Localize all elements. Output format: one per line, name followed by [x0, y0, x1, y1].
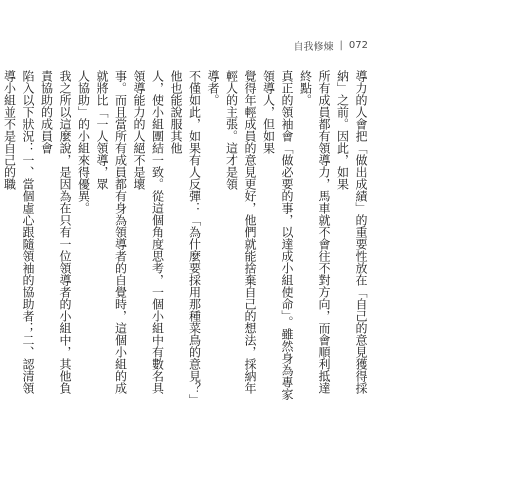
text-line: 事。而且當所有成員都有身為領導者的自覺時，這個小組的成就將比「一人領導，眾 — [95, 70, 128, 394]
body-text — [2, 70, 370, 400]
running-header — [294, 38, 368, 53]
text-line: 人協助」的小組來得優異。 — [76, 70, 91, 214]
text-line: 所有成員都有領導力，馬車就不會往不對方向，而會順利抵達終點。 — [298, 70, 331, 394]
text-line: 我之所以這麼說，是因為在只有一位領導者的小組中，其他負責協助的成員會 — [39, 70, 72, 394]
text-line: 導者。 — [206, 70, 220, 106]
text-line: 覺得年輕成員的意見更好，他們就能捨棄自己的想法，採納年輕人的主張。這才是領 — [224, 70, 257, 394]
header-divider: | — [339, 40, 343, 51]
text-line: 陷入以下狀況：一、當個虛心跟隨領袖的協助者；二、認清領導小組並不是自己的職 — [2, 70, 35, 394]
text-line: 導力的人會把「做出成績」的重要性放在「自己的意見獲得採納」之前。因此，如果 — [335, 70, 368, 394]
page-number: 072 — [348, 40, 368, 51]
text-line: 真正的領袖會「做必要的事，以達成小組使命」。雖然身為專家領導人，但如果 — [261, 70, 294, 400]
text-line: 不僅如此，如果有人反彈：「為什麼要採用那種菜鳥的意見？」他也能說服其他 — [169, 70, 202, 400]
running-title: 自我修煉 — [293, 42, 334, 53]
text-line: 人，使小組團結一致。從這個角度思考，一個小組中有數名具領導能力的人絕不是壞 — [132, 70, 165, 394]
